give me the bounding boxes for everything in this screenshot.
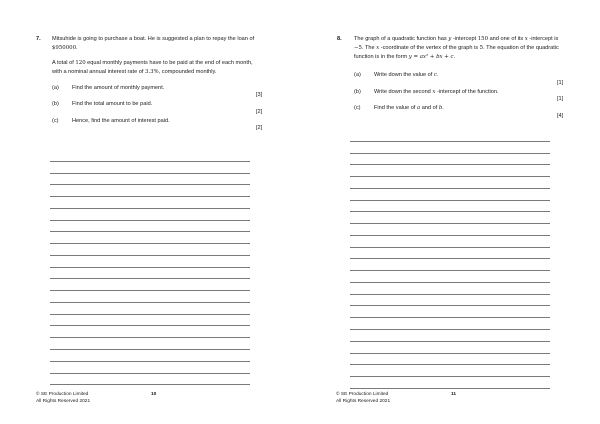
loan-amount: $950000 [52, 45, 77, 51]
page-number: 10 [151, 392, 157, 397]
part-c-mark: [2] [256, 125, 263, 131]
question-detail: A total of 120 equal monthly payments have to be paid at the end of each month, with a nominal annual interest rate of 3.3%, compounded monthly. [52, 60, 253, 75]
part-c-mark: [4] [557, 113, 564, 119]
x-intercept-value: −5 [354, 45, 362, 51]
part-b-mark: [2] [256, 109, 263, 115]
question-number: 7. [36, 36, 41, 42]
y-intercept-value: 150 [477, 36, 489, 42]
copyright-footer: © SE Production Limited All Rights Reserved 2021 [36, 392, 91, 404]
answer-lines[interactable] [350, 130, 550, 389]
copyright-footer: © SE Production Limited All Rights Reserved 2021 [336, 392, 391, 404]
part-a-mark: [1] [557, 80, 564, 86]
answer-lines[interactable] [50, 150, 250, 385]
interest-rate: 3.3% [144, 69, 159, 75]
quadratic-form: y = ax² + bx + c [408, 54, 454, 60]
question-intro: Mitsuhide is going to purchase a boat. He is suggested a plan to repay the loan of $950000. [52, 36, 255, 51]
vertex-x-value: 5 [479, 45, 484, 51]
page-11: 8. The graph of a quadratic function has y -intercept 150 and one of its x -intercept is −5. The x -coordinate of the vertex of the graph is 5. The equation of the quadratic function is in the form y = ax² + bx + c. (a) Write down the value of c. [1] (b) Write down the second x -intercept of the function. [1] (c) Find the value of a and of b. [4] © SE Production Limited All Rights Reserved 2021 11 [336, 36, 564, 404]
part-a-mark: [3] [256, 92, 263, 98]
page-number: 11 [451, 392, 457, 397]
question-intro: The graph of a quadratic function has y -intercept 150 and one of its x -intercept is −5. The x -coordinate of the vertex of the graph is 5. The equation of the quadratic function is in the form y = ax² + bx + c. [354, 36, 559, 60]
part-b-mark: [1] [557, 96, 564, 102]
page-10: 7. Mitsuhide is going to purchase a boat. He is suggested a plan to repay the loan of $950000. A total of 120 equal monthly payments have to be paid at the end of each month, with a nominal annual interest rate of 3.3%, compounded monthly. (a) Find the amount of monthly payment. [3] (b) Find the total amount to be paid. [2] (c) Hence, find the amount of interest paid. [2] © SE Production Limited All Rights Reserved 2021 10 [36, 36, 263, 404]
question-number: 8. [337, 36, 342, 42]
payment-count: 120 [75, 60, 86, 66]
